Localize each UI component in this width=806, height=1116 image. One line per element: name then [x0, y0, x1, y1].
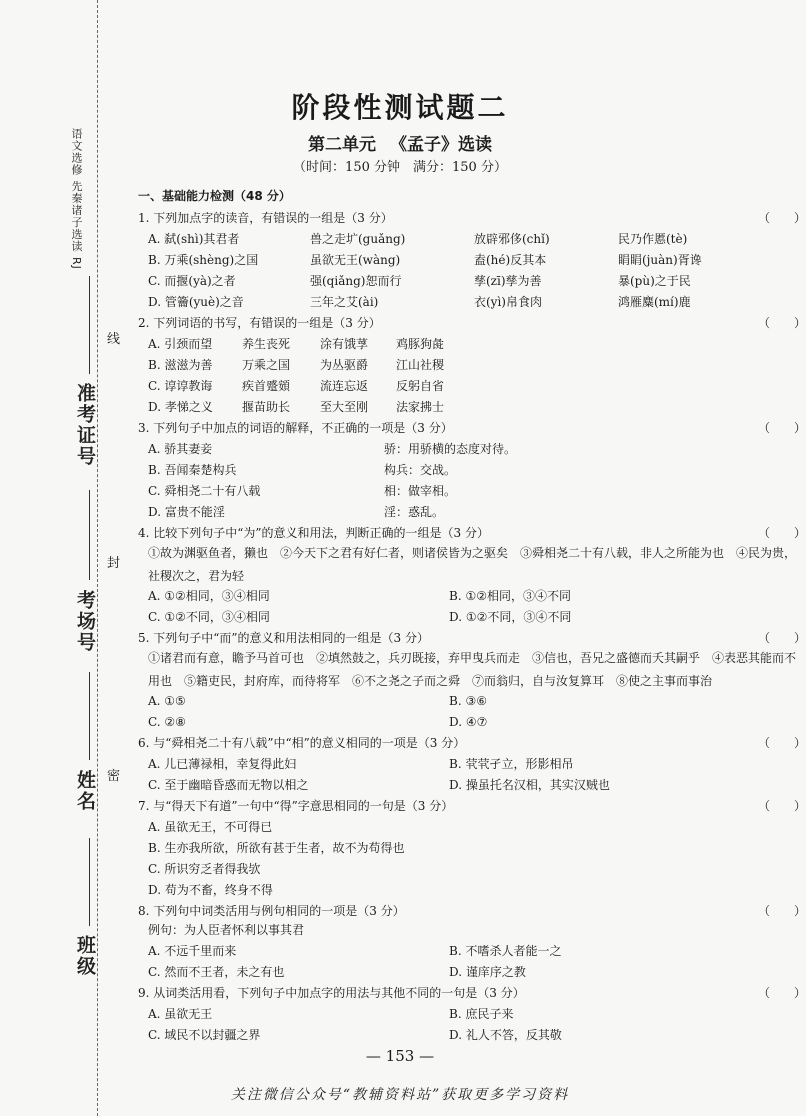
q2-option: 法家拂士: [396, 400, 445, 414]
q7-option: D. 苟为不畜，终身不得: [148, 883, 273, 897]
q8-stem: 8. 下列句中词类活用与例句相同的一项是（3 分）: [138, 904, 405, 918]
q2-option: 流连忘返: [320, 379, 369, 393]
q1-answer-blank: （ ）: [758, 211, 806, 225]
q3-option: C. 舜相尧二十有八载: [148, 484, 261, 498]
q3-explanation: 骄：用骄横的态度对待。: [384, 442, 517, 456]
q7-stem: 7. 与“得天下有道”一句中“得”字意思相同的一句是（3 分）: [138, 799, 454, 813]
q8-option: B. 不嗜杀人者能一之: [449, 944, 562, 958]
q1-option: 睊睊(juàn)胥谗: [618, 253, 702, 267]
q2-option: 江山社稷: [396, 358, 445, 372]
q5-sentences: ①诸君而有意，瞻予马首可也 ②填然鼓之，兵刃既接，弃甲曳兵而走 ③信也，吾兄之盛德而夭其嗣乎 ④表恶其能而不用也 ⑤籍吏民，封府库，而待将军 ⑥不之尧之子而之舜 ⑦而翁归，自与汝复算耳 ⑧使之主事而事治: [148, 651, 797, 688]
q2-option: 为丛驱爵: [320, 358, 369, 372]
q6-option: B. 茕茕孑立，形影相吊: [449, 757, 574, 771]
q1-option: 兽之走圹(guǎng): [310, 232, 406, 246]
q9-answer-blank: （ ）: [758, 986, 806, 1000]
q5-option: C. ②⑧: [148, 715, 186, 729]
q2-option: C. 谆谆教诲: [148, 379, 213, 393]
q2-option: 养生丧死: [242, 337, 291, 351]
q4-answer-blank: （ ）: [758, 526, 806, 540]
q6-option: A. 儿已薄禄相，幸复得此妇: [148, 757, 297, 771]
q7-option: A. 虽欲无王，不可得已: [148, 820, 273, 834]
q7-option: C. 所识穷乏者得我欤: [148, 862, 261, 876]
q3-stem: 3. 下列句子中加点的词语的解释，不正确的一项是（3 分）: [138, 421, 453, 435]
q1-option: 鸿雁麋(mí)鹿: [618, 295, 691, 309]
footer-note: 关注微信公众号“教辅资料站”获取更多学习资料: [230, 1087, 570, 1103]
q5-stem: 5. 下列句子中“而”的意义和用法相同的一组是（3 分）: [138, 631, 429, 645]
q3-option: A. 骄其妻妾: [148, 442, 213, 456]
q4-option: D. ①②不同，③④不同: [449, 610, 572, 624]
q9-option: C. 域民不以封疆之界: [148, 1028, 261, 1042]
q2-stem: 2. 下列词语的书写，有错误的一组是（3 分）: [138, 316, 381, 330]
q5-option: D. ④⑦: [449, 715, 488, 729]
q9-option: A. 虽欲无王: [148, 1007, 213, 1021]
q8-option: A. 不远千里而来: [148, 944, 237, 958]
q1-option: 强(qiǎng)恕而行: [310, 274, 402, 288]
id-blank-line: [89, 276, 90, 374]
q3-explanation: 构兵：交战。: [384, 463, 457, 477]
q2-option: 疾首蹙頞: [242, 379, 291, 393]
q3-explanation: 淫：惑乱。: [384, 505, 445, 519]
q1-option: B. 万乘(shèng)之国: [148, 253, 259, 267]
q2-option: 鸡豚狗彘: [396, 337, 445, 351]
q2-option: 涂有饿莩: [320, 337, 369, 351]
q8-example: 例句：为人臣者怀利以事其君: [148, 923, 305, 937]
page-number: — 153 —: [365, 1047, 435, 1065]
q6-option: C. 至于幽暗昏惑而无物以相之: [148, 778, 309, 792]
name-blank-line: [89, 672, 90, 760]
q2-option: A. 引颈而望: [148, 337, 213, 351]
time-info: （时间：150 分钟 满分：150 分）: [293, 160, 507, 175]
q1-stem: 1. 下列加点字的读音，有错误的一组是（3 分）: [138, 211, 393, 225]
q4-option: A. ①②相同，③④相同: [148, 589, 270, 603]
q1-option: 衣(yì)帛食肉: [474, 295, 542, 309]
q3-explanation: 相：做宰相。: [384, 484, 457, 498]
q9-option: D. 礼人不答，反其敬: [449, 1028, 562, 1042]
book-label: 《孟子》选读: [390, 135, 492, 155]
q9-stem: 9. 从词类活用看，下列句子中加点字的用法与其他不同的一句是（3 分）: [138, 986, 525, 1000]
q3-option: D. 富贵不能淫: [148, 505, 225, 519]
q3-answer-blank: （ ）: [758, 421, 806, 435]
q1-option: 盍(hé)反其本: [474, 253, 547, 267]
unit-label: 第二单元: [308, 135, 376, 155]
q4-option: B. ①②相同，③④不同: [449, 589, 571, 603]
q2-answer-blank: （ ）: [758, 316, 806, 330]
exam-room-label: 考场号: [74, 590, 96, 653]
q2-option: 万乘之国: [242, 358, 291, 372]
q1-option: C. 而揠(yà)之者: [148, 274, 236, 288]
q1-option: A. 弑(shì)其君者: [148, 232, 240, 246]
q8-option: C. 然而不王者，未之有也: [148, 965, 285, 979]
exam-id-label: 准考证号: [74, 383, 96, 467]
page-title: 阶段性测试题二: [291, 91, 509, 124]
q2-option: 至大至刚: [320, 400, 369, 414]
q1-option: 放辟邪侈(chǐ): [474, 232, 550, 246]
q5-option: A. ①⑤: [148, 694, 186, 708]
q2-option: B. 滋滋为善: [148, 358, 213, 372]
q6-answer-blank: （ ）: [758, 736, 806, 750]
room-blank-line: [89, 490, 90, 580]
line-mark: 线: [107, 332, 121, 347]
name-label: 姓名: [74, 770, 96, 812]
q7-answer-blank: （ ）: [758, 799, 806, 813]
q1-option: 孳(zī)孳为善: [474, 274, 542, 288]
q2-option: D. 孝悌之义: [148, 400, 213, 414]
seal-mark: 封: [107, 556, 121, 571]
unit-subtitle: [0, 130, 800, 155]
q4-stem: 4. 比较下列句子中“为”的意义和用法，判断正确的一组是（3 分）: [138, 526, 489, 540]
q1-option: 民乃作慝(tè): [618, 232, 688, 246]
q1-option: 暴(pù)之于民: [618, 274, 691, 288]
class-blank-line: [89, 838, 90, 926]
q2-option: 揠苗助长: [242, 400, 291, 414]
q4-option: C. ①②不同，③④相同: [148, 610, 270, 624]
q1-option: 三年之艾(ài): [310, 295, 379, 309]
q6-option: D. 操虽托名汉相，其实汉贼也: [449, 778, 610, 792]
q6-stem: 6. 与“舜相尧二十有八载”中“相”的意义相同的一项是（3 分）: [138, 736, 466, 750]
series-label: 语文选修 先秦诸子选读 RJ: [70, 128, 83, 270]
q2-option: 反躬自省: [396, 379, 445, 393]
q9-option: B. 庶民子来: [449, 1007, 514, 1021]
q8-option: D. 谨庠序之教: [449, 965, 526, 979]
q8-answer-blank: （ ）: [758, 904, 806, 918]
q5-option: B. ③⑥: [449, 694, 487, 708]
section-heading: 一、基础能力检测（48 分）: [138, 189, 291, 203]
q1-option: 虽欲无王(wàng): [310, 253, 401, 267]
q5-answer-blank: （ ）: [758, 631, 806, 645]
q1-option: D. 管籥(yuè)之音: [148, 295, 244, 309]
q7-option: B. 生亦我所欲，所欲有甚于生者，故不为苟得也: [148, 841, 405, 855]
class-label: 班级: [74, 935, 96, 977]
q3-option: B. 吾闻秦楚构兵: [148, 463, 237, 477]
q4-sentences: ①故为渊驱鱼者，獭也 ②今天下之君有好仁者，则诸侯皆为之驱矣 ③舜相尧二十有八载，非人之所能为也 ④民为贵，社稷次之，君为轻: [148, 546, 797, 583]
secret-mark: 密: [107, 769, 121, 784]
